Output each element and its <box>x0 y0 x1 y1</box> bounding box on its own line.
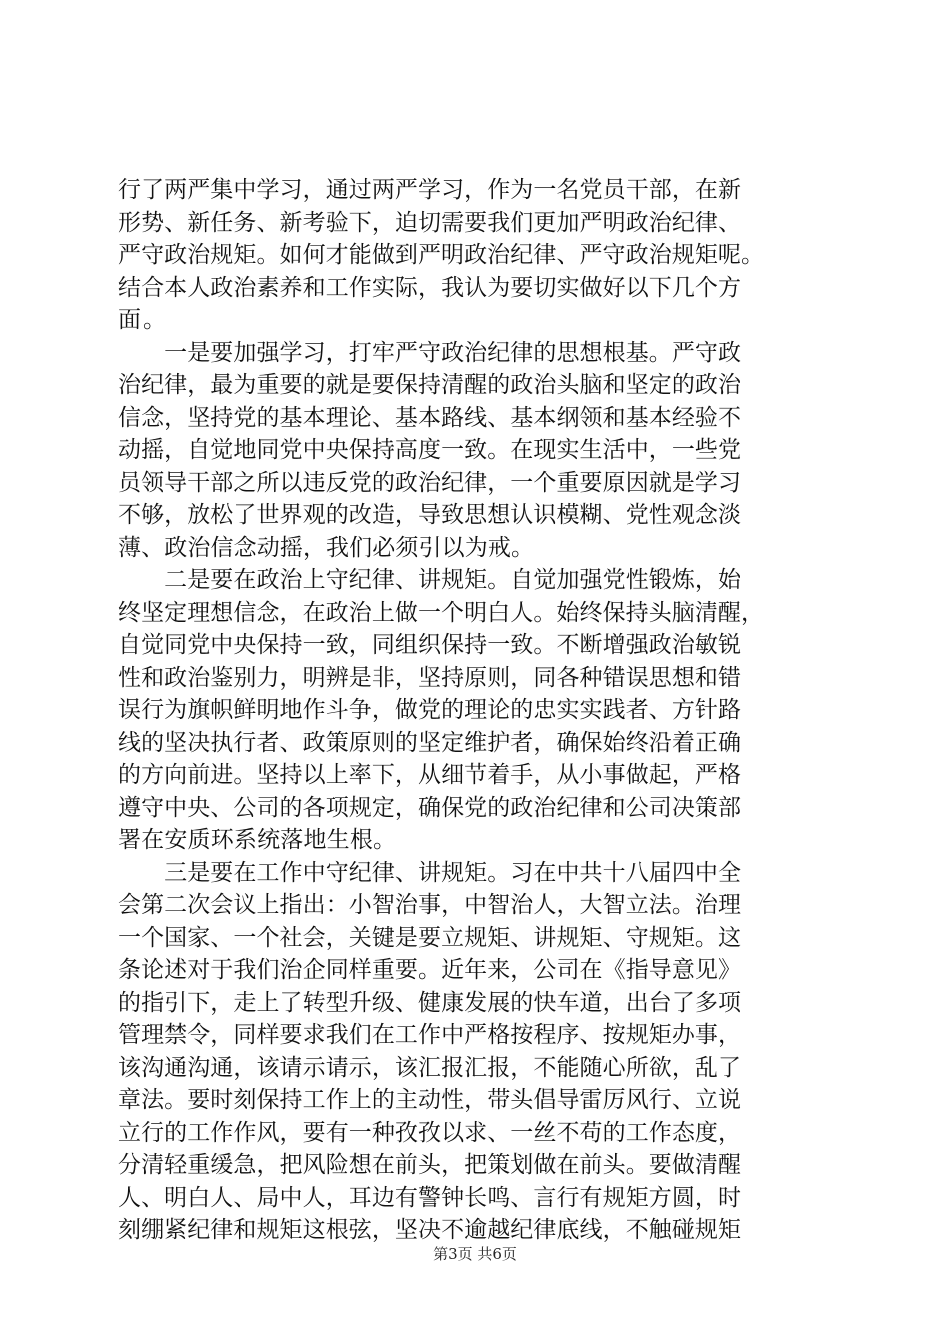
text-line: 性和政治鉴别力，明辨是非，坚持原则，同各种错误思想和错 <box>118 664 742 691</box>
text-line: 章法。要时刻保持工作上的主动性，带头倡导雷厉风行、立说 <box>118 1087 742 1113</box>
text-line: 一是要加强学习，打牢严守政治纪律的思想根基。严守政 <box>118 339 742 366</box>
text-line: 三是要在工作中守纪律、讲规矩。习在中共十八届四中全 <box>118 859 742 886</box>
text-line: 线的坚决执行者、政策原则的坚定维护者，确保始终沿着正确 <box>118 729 742 756</box>
text-line: 薄、政治信念动摇，我们必须引以为戒。 <box>118 534 535 561</box>
document-body <box>118 174 838 1247</box>
text-line: 形势、新任务、新考验下，迫切需要我们更加严明政治纪律、 <box>118 209 742 236</box>
text-line: 条论述对于我们治企同样重要。近年来，公司在《指导意见》 <box>118 957 742 983</box>
text-line: 人、明白人、局中人，耳边有警钟长鸣、言行有规矩方圆，时 <box>118 1184 742 1211</box>
text-line: 的指引下，走上了转型升级、健康发展的快车道，出台了多项 <box>118 989 742 1016</box>
page-number-label: 第3页 共6页 <box>433 1245 517 1263</box>
text-line: 动摇，自觉地同党中央保持高度一致。在现实生活中，一些党 <box>118 437 742 463</box>
text-line: 不够，放松了世界观的改造，导致思想认识模糊、党性观念淡 <box>118 502 742 528</box>
text-line: 面。 <box>118 307 168 333</box>
text-line: 署在安质环系统落地生根。 <box>118 827 397 853</box>
text-line: 自觉同党中央保持一致，同组织保持一致。不断增强政治敏锐 <box>118 632 742 658</box>
text-line: 结合本人政治素养和工作实际，我认为要切实做好以下几个方 <box>118 274 742 301</box>
text-line: 遵守中央、公司的各项规定，确保党的政治纪律和公司决策部 <box>118 794 742 821</box>
text-line: 分清轻重缓急，把风险想在前头，把策划做在前头。要做清醒 <box>118 1152 742 1178</box>
page-footer <box>0 1244 950 1264</box>
text-line: 员领导干部之所以违反党的政治纪律，一个重要原因就是学习 <box>118 469 742 496</box>
text-line: 治纪律，最为重要的就是要保持清醒的政治头脑和坚定的政治 <box>118 372 742 398</box>
text-line: 二是要在政治上守纪律、讲规矩。自觉加强党性锻炼，始 <box>118 567 742 593</box>
text-line: 信念，坚持党的基本理论、基本路线、基本纲领和基本经验不 <box>118 404 742 431</box>
text-line: 一个国家、一个社会，关键是要立规矩、讲规矩、守规矩。这 <box>118 924 742 951</box>
text-line: 管理禁令，同样要求我们在工作中严格按程序、按规矩办事， <box>118 1022 742 1048</box>
text-line: 的方向前进。坚持以上率下，从细节着手，从小事做起，严格 <box>118 762 742 788</box>
text-line: 该沟通沟通，该请示请示，该汇报汇报，不能随心所欲，乱了 <box>118 1054 742 1081</box>
text-line: 严守政治规矩。如何才能做到严明政治纪律、严守政治规矩呢。 <box>118 242 765 268</box>
text-line: 误行为旗帜鲜明地作斗争，做党的理论的忠实实践者、方针路 <box>118 697 742 723</box>
text-line: 立行的工作作风，要有一种孜孜以求、一丝不苟的工作态度， <box>118 1119 742 1146</box>
text-line: 行了两严集中学习，通过两严学习，作为一名党员干部，在新 <box>118 177 742 203</box>
text-line: 会第二次会议上指出：小智治事，中智治人，大智立法。治理 <box>118 892 742 918</box>
text-line: 终坚定理想信念，在政治上做一个明白人。始终保持头脑清醒， <box>118 599 765 626</box>
text-line: 刻绷紧纪律和规矩这根弦，坚决不逾越纪律底线，不触碰规矩 <box>118 1217 742 1243</box>
